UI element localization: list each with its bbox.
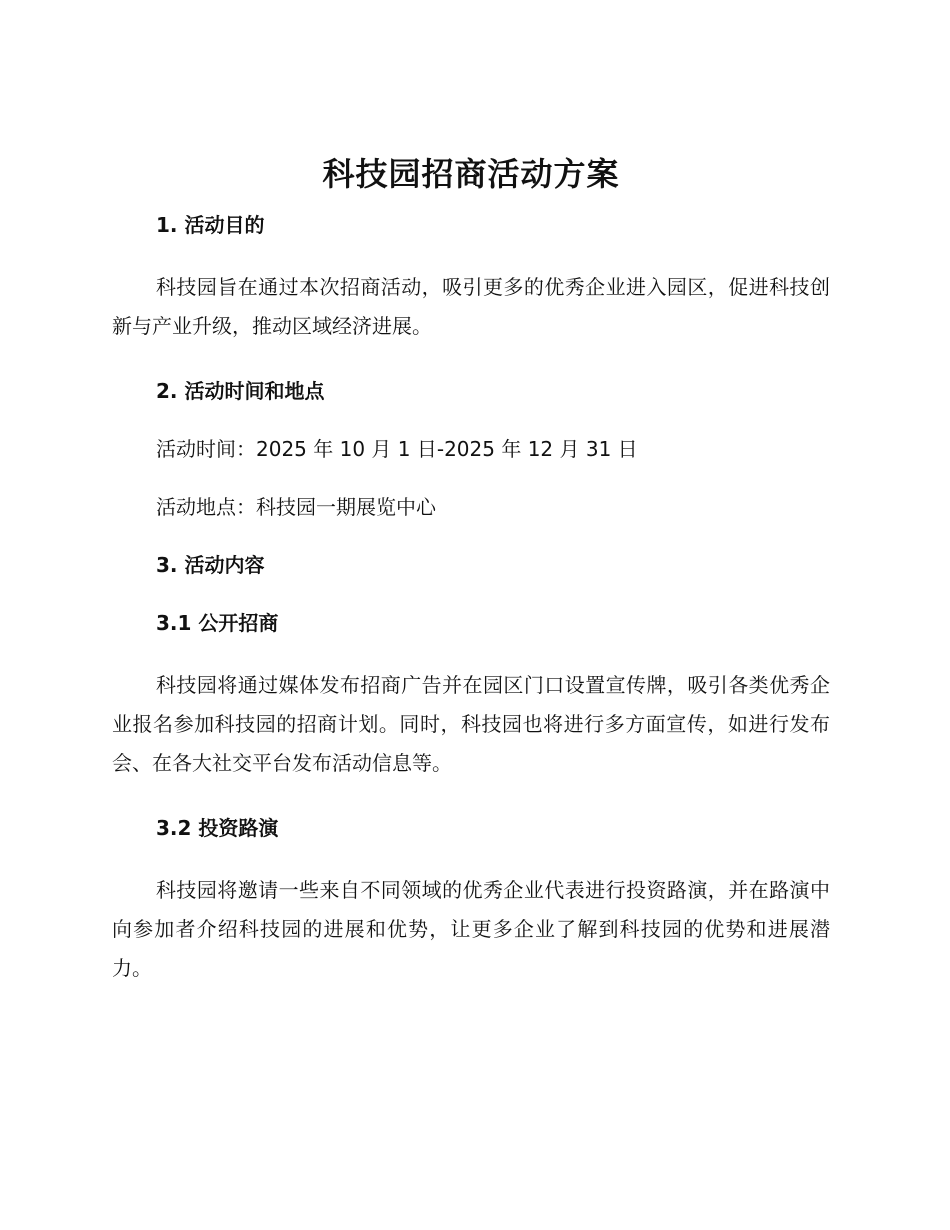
activity-time: 活动时间：2025 年 10 月 1 日-2025 年 12 月 31 日 [156, 437, 638, 461]
subsection-paragraph-public-recruitment: 科技园将通过媒体发布招商广告并在园区门口设置宣传牌，吸引各类优秀企业报名参加科技园的招商计划。同时，科技园也将进行多方面宣传，如进行发布会、在各大社交平台发布活动信息等。 [112, 673, 830, 775]
subsection-heading-public-recruitment: 3.1 公开招商 [156, 611, 279, 635]
section-heading-content: 3. 活动内容 [156, 553, 265, 577]
document-title: 科技园招商活动方案 [322, 155, 620, 193]
subsection-paragraph-investment-roadshow: 科技园将邀请一些来自不同领域的优秀企业代表进行投资路演，并在路演中向参加者介绍科技园的进展和优势，让更多企业了解到科技园的优势和进展潜力。 [112, 878, 830, 980]
section-heading-purpose: 1. 活动目的 [156, 213, 265, 237]
section-paragraph-purpose: 科技园旨在通过本次招商活动，吸引更多的优秀企业进入园区，促进科技创新与产业升级，推动区域经济进展。 [112, 275, 830, 338]
activity-place: 活动地点：科技园一期展览中心 [156, 495, 436, 519]
section-heading-time-place: 2. 活动时间和地点 [156, 379, 325, 403]
subsection-heading-investment-roadshow: 3.2 投资路演 [156, 816, 279, 840]
